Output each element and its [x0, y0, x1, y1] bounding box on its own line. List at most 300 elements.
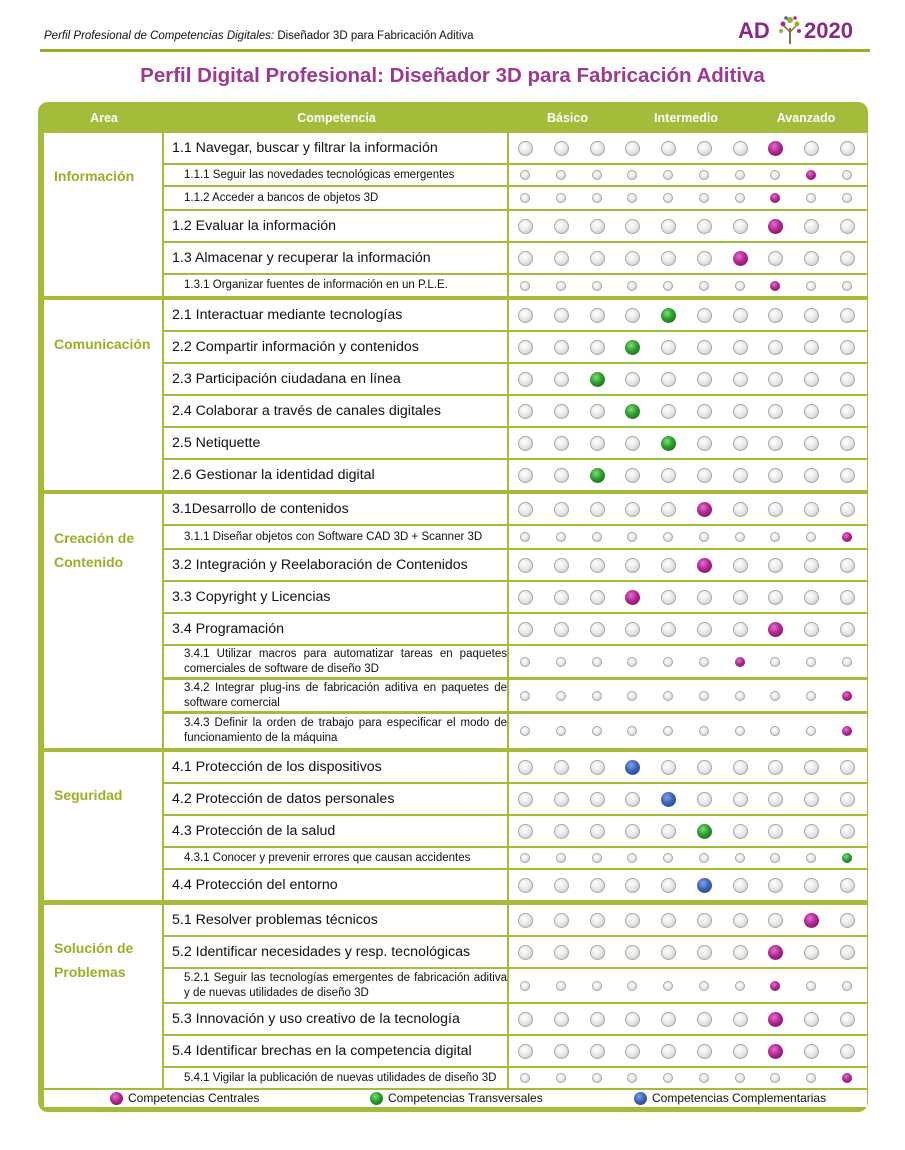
empty-level-dot-icon — [663, 532, 673, 542]
legend-item-complementarias — [634, 1091, 826, 1105]
empty-level-dot-icon — [518, 878, 533, 893]
page-header — [40, 0, 870, 52]
purple-level-dot-icon — [842, 726, 852, 736]
empty-level-dot-icon — [840, 913, 855, 928]
legend-item-transversales — [370, 1091, 543, 1105]
blue-level-dot-icon — [697, 878, 712, 893]
empty-level-dot-icon — [590, 219, 605, 234]
empty-level-dot-icon — [554, 251, 569, 266]
empty-level-dot-icon — [804, 1044, 819, 1059]
sub-competency-row-label — [164, 646, 507, 677]
empty-level-dot-icon — [804, 340, 819, 355]
empty-level-dot-icon — [592, 193, 602, 203]
empty-level-dot-icon — [768, 502, 783, 517]
empty-level-dot-icon — [625, 468, 640, 483]
purple-level-dot-icon — [733, 251, 748, 266]
empty-level-dot-icon — [804, 1012, 819, 1027]
level-rating — [509, 816, 867, 846]
empty-level-dot-icon — [840, 824, 855, 839]
competency-text: 5.2 Identificar necesidades y resp. tecnológicas — [172, 944, 471, 960]
competency-row-label — [164, 133, 507, 163]
empty-level-dot-icon — [804, 945, 819, 960]
competency-text: 5.3 Innovación y uso creativo de la tecnología — [172, 1011, 460, 1027]
empty-level-dot-icon — [770, 170, 780, 180]
empty-level-dot-icon — [804, 308, 819, 323]
empty-level-dot-icon — [518, 590, 533, 605]
empty-level-dot-icon — [554, 340, 569, 355]
empty-level-dot-icon — [661, 251, 676, 266]
empty-level-dot-icon — [518, 1044, 533, 1059]
empty-level-dot-icon — [627, 691, 637, 701]
competency-text: 4.4 Protección del entorno — [172, 877, 338, 893]
level-rating — [509, 165, 867, 185]
level-rating — [509, 275, 867, 296]
subtitle-italic: Perfil Profesional de Competencias Digitales: — [44, 30, 275, 42]
empty-level-dot-icon — [697, 468, 712, 483]
empty-level-dot-icon — [768, 792, 783, 807]
empty-level-dot-icon — [697, 913, 712, 928]
empty-level-dot-icon — [840, 219, 855, 234]
empty-level-dot-icon — [806, 691, 816, 701]
empty-level-dot-icon — [768, 251, 783, 266]
empty-level-dot-icon — [518, 792, 533, 807]
column-header-area: Area — [90, 111, 118, 125]
purple-level-dot-icon — [804, 913, 819, 928]
empty-level-dot-icon — [554, 468, 569, 483]
empty-level-dot-icon — [590, 340, 605, 355]
legend-green-dot-icon — [370, 1092, 383, 1105]
empty-level-dot-icon — [699, 170, 709, 180]
empty-level-dot-icon — [518, 308, 533, 323]
area-cell — [44, 905, 162, 1088]
empty-level-dot-icon — [733, 502, 748, 517]
empty-level-dot-icon — [663, 170, 673, 180]
empty-level-dot-icon — [592, 170, 602, 180]
level-rating — [509, 550, 867, 580]
competency-text: 2.3 Participación ciudadana en línea — [172, 371, 401, 387]
empty-level-dot-icon — [840, 760, 855, 775]
sub-competency-row-label — [164, 165, 507, 185]
empty-level-dot-icon — [661, 622, 676, 637]
empty-level-dot-icon — [554, 436, 569, 451]
empty-level-dot-icon — [661, 1044, 676, 1059]
competency-text: 3.4.1 Utilizar macros para automatizar tareas en paquetes comerciales de software de diseño 3D — [184, 647, 507, 675]
empty-level-dot-icon — [590, 308, 605, 323]
empty-level-dot-icon — [554, 141, 569, 156]
empty-level-dot-icon — [733, 219, 748, 234]
empty-level-dot-icon — [840, 558, 855, 573]
empty-level-dot-icon — [697, 308, 712, 323]
empty-level-dot-icon — [733, 590, 748, 605]
empty-level-dot-icon — [806, 281, 816, 291]
level-rating — [509, 714, 867, 748]
level-rating — [509, 937, 867, 967]
empty-level-dot-icon — [518, 622, 533, 637]
empty-level-dot-icon — [520, 193, 530, 203]
empty-level-dot-icon — [770, 657, 780, 667]
green-level-dot-icon — [625, 404, 640, 419]
empty-level-dot-icon — [590, 558, 605, 573]
subtitle-rest: Diseñador 3D para Fabricación Aditiva — [274, 30, 474, 42]
logo-text-ad: AD — [738, 18, 770, 43]
empty-level-dot-icon — [735, 532, 745, 542]
empty-level-dot-icon — [554, 945, 569, 960]
competency-row-label — [164, 784, 507, 814]
empty-level-dot-icon — [733, 404, 748, 419]
empty-level-dot-icon — [627, 1073, 637, 1083]
purple-level-dot-icon — [768, 1044, 783, 1059]
empty-level-dot-icon — [554, 372, 569, 387]
competency-text: 2.1 Interactuar mediante tecnologías — [172, 307, 403, 323]
empty-level-dot-icon — [697, 1012, 712, 1027]
empty-level-dot-icon — [840, 792, 855, 807]
empty-level-dot-icon — [590, 590, 605, 605]
competency-text: 3.4 Programación — [172, 621, 284, 637]
empty-level-dot-icon — [840, 251, 855, 266]
empty-level-dot-icon — [518, 558, 533, 573]
level-rating — [509, 460, 867, 490]
empty-level-dot-icon — [733, 340, 748, 355]
empty-level-dot-icon — [697, 945, 712, 960]
header-divider — [40, 49, 870, 52]
green-level-dot-icon — [661, 308, 676, 323]
empty-level-dot-icon — [554, 219, 569, 234]
column-header-intermedio: Intermedio — [654, 111, 718, 125]
legend-item-centrales — [110, 1091, 259, 1105]
empty-level-dot-icon — [733, 1012, 748, 1027]
empty-level-dot-icon — [518, 141, 533, 156]
empty-level-dot-icon — [518, 760, 533, 775]
empty-level-dot-icon — [697, 372, 712, 387]
green-level-dot-icon — [590, 372, 605, 387]
level-rating — [509, 680, 867, 711]
empty-level-dot-icon — [554, 1012, 569, 1027]
competency-text: 5.4.1 Vigilar la publicación de nuevas utilidades de diseño 3D — [184, 1071, 497, 1084]
empty-level-dot-icon — [554, 308, 569, 323]
empty-level-dot-icon — [590, 141, 605, 156]
empty-level-dot-icon — [590, 1044, 605, 1059]
legend-label: Competencias Complementarias — [652, 1091, 827, 1105]
empty-level-dot-icon — [735, 1073, 745, 1083]
competency-text: 2.5 Netiquette — [172, 435, 261, 451]
purple-level-dot-icon — [768, 141, 783, 156]
level-rating — [509, 428, 867, 458]
empty-level-dot-icon — [840, 1012, 855, 1027]
empty-level-dot-icon — [733, 878, 748, 893]
competency-text: 3.1.1 Diseñar objetos con Software CAD 3D + Scanner 3D — [184, 530, 483, 543]
legend — [44, 1090, 867, 1107]
competency-row-label — [164, 816, 507, 846]
competency-text: 4.1 Protección de los dispositivos — [172, 759, 382, 775]
empty-level-dot-icon — [840, 340, 855, 355]
empty-level-dot-icon — [661, 372, 676, 387]
competency-text: 1.1 Navegar, buscar y filtrar la información — [172, 140, 438, 156]
empty-level-dot-icon — [840, 372, 855, 387]
empty-level-dot-icon — [768, 468, 783, 483]
empty-level-dot-icon — [806, 726, 816, 736]
empty-level-dot-icon — [697, 1044, 712, 1059]
area-cell — [44, 494, 162, 748]
empty-level-dot-icon — [661, 590, 676, 605]
empty-level-dot-icon — [804, 436, 819, 451]
purple-level-dot-icon — [735, 657, 745, 667]
empty-level-dot-icon — [625, 219, 640, 234]
empty-level-dot-icon — [554, 404, 569, 419]
empty-level-dot-icon — [804, 622, 819, 637]
competency-text: 3.4.3 Definir la orden de trabajo para especificar el modo de funcionamiento de la máquina — [184, 717, 507, 744]
level-rating — [509, 1068, 867, 1088]
purple-level-dot-icon — [697, 502, 712, 517]
competency-row-label — [164, 937, 507, 967]
empty-level-dot-icon — [663, 691, 673, 701]
empty-level-dot-icon — [518, 219, 533, 234]
empty-level-dot-icon — [556, 853, 566, 863]
empty-level-dot-icon — [735, 691, 745, 701]
empty-level-dot-icon — [804, 824, 819, 839]
empty-level-dot-icon — [661, 945, 676, 960]
empty-level-dot-icon — [520, 532, 530, 542]
sub-competency-row-label — [164, 1068, 507, 1088]
empty-level-dot-icon — [770, 691, 780, 701]
empty-level-dot-icon — [663, 281, 673, 291]
empty-level-dot-icon — [590, 404, 605, 419]
purple-level-dot-icon — [768, 219, 783, 234]
empty-level-dot-icon — [556, 691, 566, 701]
green-level-dot-icon — [661, 436, 676, 451]
empty-level-dot-icon — [518, 1012, 533, 1027]
logo-text-2020: 2020 — [804, 18, 853, 43]
level-rating — [509, 396, 867, 426]
empty-level-dot-icon — [733, 558, 748, 573]
empty-level-dot-icon — [661, 141, 676, 156]
empty-level-dot-icon — [520, 981, 530, 991]
empty-level-dot-icon — [627, 532, 637, 542]
competency-row-label — [164, 211, 507, 241]
competency-row-label — [164, 243, 507, 273]
empty-level-dot-icon — [697, 141, 712, 156]
empty-level-dot-icon — [661, 219, 676, 234]
empty-level-dot-icon — [554, 1044, 569, 1059]
empty-level-dot-icon — [806, 853, 816, 863]
tree-icon — [776, 14, 804, 46]
empty-level-dot-icon — [804, 141, 819, 156]
empty-level-dot-icon — [735, 981, 745, 991]
competency-row-label — [164, 364, 507, 394]
empty-level-dot-icon — [733, 468, 748, 483]
competency-text: 3.2 Integración y Reelaboración de Contenidos — [172, 557, 468, 573]
purple-level-dot-icon — [770, 981, 780, 991]
competency-text: 1.3 Almacenar y recuperar la información — [172, 250, 431, 266]
empty-level-dot-icon — [768, 878, 783, 893]
level-rating — [509, 364, 867, 394]
empty-level-dot-icon — [590, 436, 605, 451]
empty-level-dot-icon — [627, 281, 637, 291]
empty-level-dot-icon — [733, 792, 748, 807]
empty-level-dot-icon — [520, 170, 530, 180]
empty-level-dot-icon — [556, 532, 566, 542]
empty-level-dot-icon — [768, 913, 783, 928]
empty-level-dot-icon — [661, 502, 676, 517]
purple-level-dot-icon — [768, 1012, 783, 1027]
empty-level-dot-icon — [699, 193, 709, 203]
empty-level-dot-icon — [840, 308, 855, 323]
competency-row-label — [164, 752, 507, 782]
empty-level-dot-icon — [699, 281, 709, 291]
competency-text: 3.4.2 Integrar plug-ins de fabricación aditiva en paquetes de software comercial — [184, 681, 507, 709]
empty-level-dot-icon — [768, 824, 783, 839]
empty-level-dot-icon — [697, 436, 712, 451]
empty-level-dot-icon — [661, 824, 676, 839]
empty-level-dot-icon — [770, 1073, 780, 1083]
level-rating — [509, 211, 867, 241]
competency-row-label — [164, 332, 507, 362]
empty-level-dot-icon — [592, 853, 602, 863]
legend-label: Competencias Transversales — [388, 1091, 543, 1105]
competency-row-label — [164, 614, 507, 644]
empty-level-dot-icon — [592, 726, 602, 736]
empty-level-dot-icon — [804, 404, 819, 419]
empty-level-dot-icon — [661, 913, 676, 928]
empty-level-dot-icon — [625, 913, 640, 928]
empty-level-dot-icon — [733, 372, 748, 387]
empty-level-dot-icon — [699, 1073, 709, 1083]
area-label: Información — [54, 168, 135, 184]
sub-competency-row-label — [164, 714, 507, 748]
empty-level-dot-icon — [733, 308, 748, 323]
empty-level-dot-icon — [804, 251, 819, 266]
sub-competency-row-label — [164, 848, 507, 868]
empty-level-dot-icon — [661, 340, 676, 355]
empty-level-dot-icon — [733, 913, 748, 928]
purple-level-dot-icon — [697, 558, 712, 573]
empty-level-dot-icon — [518, 824, 533, 839]
empty-level-dot-icon — [590, 502, 605, 517]
competency-row-label — [164, 300, 507, 330]
competency-row-label — [164, 550, 507, 580]
empty-level-dot-icon — [804, 468, 819, 483]
competency-text: 4.3.1 Conocer y prevenir errores que causan accidentes — [184, 851, 471, 864]
competency-row-label — [164, 582, 507, 612]
empty-level-dot-icon — [518, 404, 533, 419]
empty-level-dot-icon — [842, 981, 852, 991]
empty-level-dot-icon — [840, 945, 855, 960]
level-rating — [509, 614, 867, 644]
level-rating — [509, 752, 867, 782]
green-level-dot-icon — [842, 853, 852, 863]
empty-level-dot-icon — [625, 141, 640, 156]
level-rating — [509, 494, 867, 524]
empty-level-dot-icon — [592, 691, 602, 701]
empty-level-dot-icon — [840, 1044, 855, 1059]
empty-level-dot-icon — [625, 622, 640, 637]
empty-level-dot-icon — [733, 760, 748, 775]
level-rating — [509, 905, 867, 935]
empty-level-dot-icon — [804, 878, 819, 893]
empty-level-dot-icon — [768, 436, 783, 451]
level-rating — [509, 526, 867, 548]
blue-level-dot-icon — [625, 760, 640, 775]
empty-level-dot-icon — [520, 726, 530, 736]
empty-level-dot-icon — [518, 372, 533, 387]
empty-level-dot-icon — [625, 878, 640, 893]
empty-level-dot-icon — [804, 792, 819, 807]
blue-level-dot-icon — [661, 792, 676, 807]
legend-purple-dot-icon — [110, 1092, 123, 1105]
empty-level-dot-icon — [697, 622, 712, 637]
empty-level-dot-icon — [663, 726, 673, 736]
sub-competency-row-label — [164, 969, 507, 1002]
empty-level-dot-icon — [697, 792, 712, 807]
empty-level-dot-icon — [518, 502, 533, 517]
empty-level-dot-icon — [840, 622, 855, 637]
competency-text: 2.4 Colaborar a través de canales digitales — [172, 403, 441, 419]
empty-level-dot-icon — [627, 657, 637, 667]
competency-text: 2.6 Gestionar la identidad digital — [172, 467, 375, 483]
empty-level-dot-icon — [733, 622, 748, 637]
empty-level-dot-icon — [806, 981, 816, 991]
column-header-avanzado: Avanzado — [776, 111, 836, 125]
empty-level-dot-icon — [590, 913, 605, 928]
level-rating — [509, 969, 867, 1002]
empty-level-dot-icon — [697, 404, 712, 419]
empty-level-dot-icon — [804, 590, 819, 605]
area-label: Creación de Contenido — [54, 530, 135, 570]
empty-level-dot-icon — [840, 502, 855, 517]
empty-level-dot-icon — [625, 558, 640, 573]
competency-row-label — [164, 396, 507, 426]
competency-text: 5.1 Resolver problemas técnicos — [172, 912, 378, 928]
empty-level-dot-icon — [733, 436, 748, 451]
empty-level-dot-icon — [554, 913, 569, 928]
empty-level-dot-icon — [518, 251, 533, 266]
empty-level-dot-icon — [661, 1012, 676, 1027]
empty-level-dot-icon — [663, 193, 673, 203]
empty-level-dot-icon — [592, 281, 602, 291]
empty-level-dot-icon — [842, 193, 852, 203]
empty-level-dot-icon — [627, 853, 637, 863]
sub-competency-row-label — [164, 526, 507, 548]
empty-level-dot-icon — [661, 558, 676, 573]
competency-text: 2.2 Compartir información y contenidos — [172, 339, 419, 355]
competency-text: 1.1.1 Seguir las novedades tecnológicas emergentes — [184, 168, 455, 181]
empty-level-dot-icon — [697, 340, 712, 355]
empty-level-dot-icon — [768, 308, 783, 323]
sub-competency-row-label — [164, 275, 507, 296]
competency-row-label — [164, 905, 507, 935]
purple-level-dot-icon — [768, 945, 783, 960]
empty-level-dot-icon — [592, 532, 602, 542]
level-rating — [509, 1004, 867, 1034]
competency-row-label — [164, 870, 507, 900]
empty-level-dot-icon — [556, 1073, 566, 1083]
purple-level-dot-icon — [625, 590, 640, 605]
empty-level-dot-icon — [663, 1073, 673, 1083]
empty-level-dot-icon — [625, 436, 640, 451]
empty-level-dot-icon — [735, 281, 745, 291]
empty-level-dot-icon — [554, 792, 569, 807]
empty-level-dot-icon — [590, 1012, 605, 1027]
empty-level-dot-icon — [699, 853, 709, 863]
empty-level-dot-icon — [735, 726, 745, 736]
empty-level-dot-icon — [663, 657, 673, 667]
document-subtitle — [44, 30, 474, 42]
empty-level-dot-icon — [733, 141, 748, 156]
empty-level-dot-icon — [554, 622, 569, 637]
green-level-dot-icon — [697, 824, 712, 839]
empty-level-dot-icon — [663, 853, 673, 863]
empty-level-dot-icon — [804, 760, 819, 775]
empty-level-dot-icon — [768, 340, 783, 355]
